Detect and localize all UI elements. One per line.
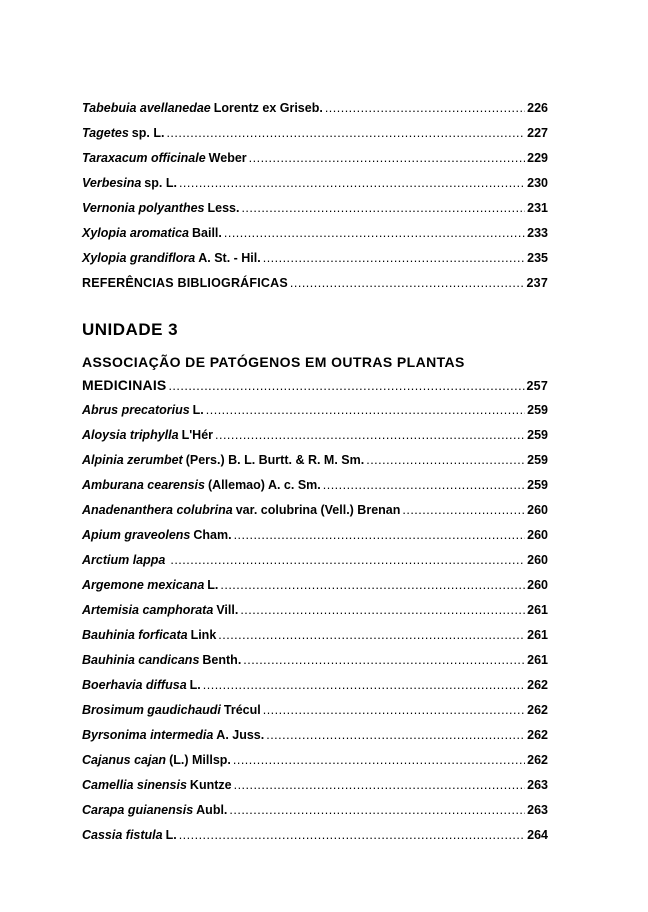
toc-entry bbox=[82, 676, 548, 694]
page-number: 262 bbox=[527, 678, 548, 692]
species-author: L'Hér bbox=[181, 428, 214, 442]
dot-leader bbox=[325, 99, 525, 117]
page-number: 261 bbox=[527, 653, 548, 667]
page-number: 259 bbox=[527, 403, 548, 417]
page-number: 260 bbox=[527, 503, 548, 517]
page-number: 260 bbox=[527, 578, 548, 592]
species-name: Abrus precatorius bbox=[82, 403, 190, 417]
unit-title: UNIDADE 3 bbox=[82, 320, 179, 339]
species-author: sp. L. bbox=[131, 126, 165, 140]
toc-entry bbox=[82, 726, 548, 744]
dot-leader bbox=[179, 826, 525, 844]
species-name: Amburana cearensis bbox=[82, 478, 205, 492]
toc-entry bbox=[82, 776, 548, 794]
toc-entry bbox=[82, 751, 548, 769]
page-number: 235 bbox=[527, 251, 548, 265]
dot-leader bbox=[263, 249, 525, 267]
dot-leader bbox=[218, 626, 525, 644]
toc-entry bbox=[82, 826, 548, 844]
references-entry bbox=[82, 274, 548, 292]
dot-leader bbox=[170, 551, 525, 569]
toc-entry bbox=[82, 501, 548, 519]
page-number: 262 bbox=[527, 703, 548, 717]
species-author: Benth. bbox=[202, 653, 242, 667]
species-author: Trécul bbox=[223, 703, 261, 717]
dot-leader bbox=[179, 174, 525, 192]
species-author: Less. bbox=[207, 201, 240, 215]
dot-leader bbox=[166, 124, 525, 142]
species-name: Byrsonima intermedia bbox=[82, 728, 214, 742]
page-number: 263 bbox=[527, 803, 548, 817]
page-number: 262 bbox=[527, 753, 548, 767]
dot-leader bbox=[220, 576, 525, 594]
species-name: Carapa guianensis bbox=[82, 803, 194, 817]
species-name: Bauhinia forficata bbox=[82, 628, 188, 642]
dot-leader bbox=[206, 401, 525, 419]
species-name: Aloysia triphylla bbox=[82, 428, 179, 442]
toc-entry bbox=[82, 576, 548, 594]
species-author: Aubl. bbox=[196, 803, 228, 817]
species-name: Arctium lappa bbox=[82, 553, 166, 567]
toc-entry bbox=[82, 149, 548, 167]
species-author: L. bbox=[207, 578, 219, 592]
species-author: Vill. bbox=[216, 603, 239, 617]
page-number: 233 bbox=[527, 226, 548, 240]
toc-entry bbox=[82, 451, 548, 469]
species-name: Anadenanthera colubrina bbox=[82, 503, 233, 517]
toc-entry bbox=[82, 426, 548, 444]
section-heading-entry bbox=[82, 376, 548, 394]
dot-leader bbox=[203, 676, 525, 694]
page-number: 227 bbox=[527, 126, 548, 140]
species-author: var. colubrina (Vell.) Brenan bbox=[235, 503, 401, 517]
species-author: L. bbox=[189, 678, 201, 692]
dot-leader bbox=[234, 526, 526, 544]
toc-entry bbox=[82, 199, 548, 217]
species-name: Cassia fistula bbox=[82, 828, 163, 842]
dot-leader bbox=[266, 726, 525, 744]
species-author: (L.) Millsp. bbox=[169, 753, 231, 767]
toc-entry bbox=[82, 174, 548, 192]
species-name: Vernonia polyanthes bbox=[82, 201, 205, 215]
dot-leader bbox=[243, 651, 525, 669]
dot-leader bbox=[249, 149, 525, 167]
toc-entry bbox=[82, 476, 548, 494]
species-name: Artemisia camphorata bbox=[82, 603, 214, 617]
toc-entry bbox=[82, 401, 548, 419]
species-author: Lorentz ex Griseb. bbox=[213, 101, 323, 115]
dot-leader bbox=[229, 801, 525, 819]
species-name: Apium graveolens bbox=[82, 528, 191, 542]
page-number: 229 bbox=[527, 151, 548, 165]
toc-entry bbox=[82, 526, 548, 544]
page-number: 259 bbox=[527, 453, 548, 467]
species-author: Kuntze bbox=[189, 778, 232, 792]
species-name: Camellia sinensis bbox=[82, 778, 187, 792]
page-number: 263 bbox=[527, 778, 548, 792]
species-author: A. St. - Hil. bbox=[198, 251, 261, 265]
species-name: Alpinia zerumbet bbox=[82, 453, 183, 467]
section-heading-line1: ASSOCIAÇÃO DE PATÓGENOS EM OUTRAS PLANTAS bbox=[82, 354, 465, 370]
page-number: 226 bbox=[527, 101, 548, 115]
species-name: Cajanus cajan bbox=[82, 753, 167, 767]
page-number: 231 bbox=[527, 201, 548, 215]
species-name: Bauhinia candicans bbox=[82, 653, 200, 667]
species-name: Tabebuia avellanedae bbox=[82, 101, 211, 115]
page-number: 260 bbox=[527, 553, 548, 567]
toc-entry bbox=[82, 801, 548, 819]
dot-leader bbox=[402, 501, 525, 519]
toc-entry bbox=[82, 701, 548, 719]
toc-entry bbox=[82, 626, 548, 644]
toc-entry bbox=[82, 124, 548, 142]
page-number: 259 bbox=[527, 478, 548, 492]
dot-leader bbox=[366, 451, 525, 469]
toc-entry bbox=[82, 551, 548, 569]
species-author: L. bbox=[192, 403, 204, 417]
dot-leader bbox=[323, 476, 525, 494]
species-author: (Allemao) A. c. Sm. bbox=[207, 478, 321, 492]
species-name: Xylopia aromatica bbox=[82, 226, 189, 240]
page-number: 261 bbox=[527, 603, 548, 617]
dot-leader bbox=[224, 224, 525, 242]
species-name: Brosimum gaudichaudi bbox=[82, 703, 221, 717]
page-number: 230 bbox=[527, 176, 548, 190]
page-number: 261 bbox=[527, 628, 548, 642]
page-number: 262 bbox=[527, 728, 548, 742]
species-author: A. Juss. bbox=[216, 728, 265, 742]
species-author: sp. L. bbox=[144, 176, 177, 190]
dot-leader bbox=[168, 377, 524, 395]
species-author: Baill. bbox=[192, 226, 222, 240]
page-number: 259 bbox=[527, 428, 548, 442]
toc-entry bbox=[82, 249, 548, 267]
toc-entry bbox=[82, 99, 548, 117]
section-heading-line2: MEDICINAIS bbox=[82, 377, 167, 393]
species-author: L. bbox=[165, 828, 177, 842]
toc-entry bbox=[82, 224, 548, 242]
species-name: Boerhavia diffusa bbox=[82, 678, 187, 692]
toc-entry bbox=[82, 601, 548, 619]
dot-leader bbox=[241, 199, 525, 217]
page-number: 264 bbox=[527, 828, 548, 842]
toc-entry bbox=[82, 651, 548, 669]
dot-leader bbox=[233, 751, 525, 769]
species-name: Xylopia grandiflora bbox=[82, 251, 196, 265]
page-number: 257 bbox=[526, 379, 548, 393]
species-author: (Pers.) B. L. Burtt. & R. M. Sm. bbox=[185, 453, 365, 467]
references-label: REFERÊNCIAS BIBLIOGRÁFICAS bbox=[82, 276, 288, 290]
species-author: Link bbox=[190, 628, 217, 642]
dot-leader bbox=[240, 601, 525, 619]
page-number: 237 bbox=[526, 276, 548, 290]
dot-leader bbox=[215, 426, 525, 444]
dot-leader bbox=[263, 701, 525, 719]
dot-leader bbox=[290, 274, 525, 292]
dot-leader bbox=[234, 776, 526, 794]
species-name: Verbesina bbox=[82, 176, 142, 190]
species-author: Cham. bbox=[193, 528, 232, 542]
species-author: Weber bbox=[208, 151, 247, 165]
species-name: Argemone mexicana bbox=[82, 578, 205, 592]
species-name: Tagetes bbox=[82, 126, 129, 140]
species-name: Taraxacum officinale bbox=[82, 151, 206, 165]
page-number: 260 bbox=[527, 528, 548, 542]
